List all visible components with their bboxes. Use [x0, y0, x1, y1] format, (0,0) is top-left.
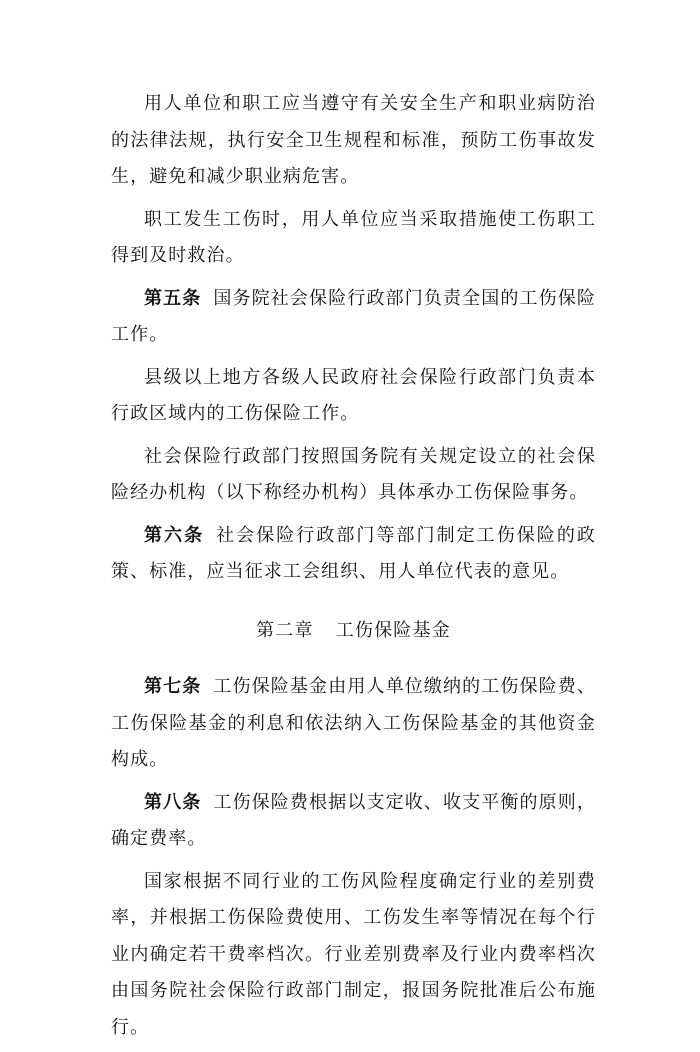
chapter-heading	[111, 613, 596, 650]
article-6	[111, 518, 596, 591]
paragraph-agencies: 社会保险行政部门按照国务院有关规定设立的社会保险经办机构（以下称经办机构）具体承办工伤保险事务。	[111, 445, 596, 503]
document-body	[111, 86, 596, 1052]
article-7	[111, 669, 596, 779]
article-5	[111, 281, 596, 354]
paragraph-local-departments: 县级以上地方各级人民政府社会保险行政部门负责本行政区域内的工伤保险工作。	[111, 366, 596, 424]
article-6-text: 社会保险行政部门等部门制定工伤保险的政策、标准，应当征求工会组织、用人单位代表的意见。	[111, 524, 596, 582]
article-8-text: 工伤保险费根据以支定收、收支平衡的原则，确定费率。	[111, 791, 596, 849]
paragraph-rate-levels: 国家根据不同行业的工伤风险程度确定行业的差别费率，并根据工伤保险费使用、工伤发生率等情况在每个行业内确定若干费率档次。行业差别费率及行业内费率档次由国务院社会保险行政部门制定，报国务院批准后公布施行。	[111, 870, 596, 1038]
article-8-number: 第八条	[144, 791, 202, 813]
article-5-number: 第五条	[144, 287, 202, 309]
article-8	[111, 785, 596, 858]
article-6-number: 第六条	[144, 524, 205, 546]
chapter-number: 第二章	[256, 619, 314, 641]
article-5-text: 国务院社会保险行政部门负责全国的工伤保险工作。	[111, 287, 596, 345]
article-7-number: 第七条	[144, 676, 202, 697]
article-7-text: 工伤保险基金由用人单位缴纳的工伤保险费、工伤保险基金的利息和依法纳入工伤保险基金的其他资金构成。	[111, 676, 596, 770]
chapter-title: 工伤保险基金	[335, 619, 451, 641]
paragraph-safety-compliance: 用人单位和职工应当遵守有关安全生产和职业病防治的法律法规，执行安全卫生规程和标准，预防工伤事故发生，避免和减少职业病危害。	[111, 93, 596, 187]
paragraph-injury-treatment: 职工发生工伤时，用人单位应当采取措施使工伤职工得到及时救治。	[111, 208, 596, 266]
